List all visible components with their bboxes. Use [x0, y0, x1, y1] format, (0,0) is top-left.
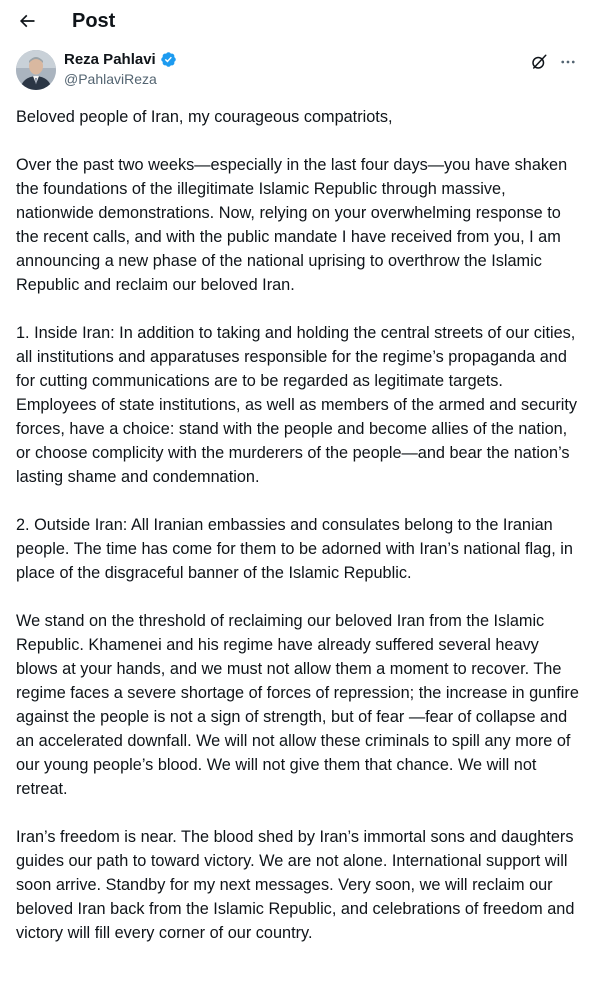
post-paragraph: 2. Outside Iran: All Iranian embassies and consulates belong to the Iranian people. The time has come for them to be adorned with Iran’s national flag, in place of the disgraceful banner of the Islamic Republic. [16, 516, 573, 582]
author-display-name[interactable]: Reza Pahlavi [64, 51, 156, 68]
post-paragraph: Over the past two weeks—especially in the last four days—you have shaken the foundations of the illegitimate Islamic Republic through massive, nationwide demonstrations. Now, relying on your overwhelming response to the recent calls, and with the public mandate I have received from you, I am announcing a new phase of the national uprising to overthrow the Islamic Republic and reclaim our beloved Iran. [16, 156, 568, 294]
arrow-left-icon [17, 11, 37, 31]
grok-icon [530, 53, 548, 71]
avatar[interactable] [16, 50, 56, 90]
verified-badge-icon [160, 51, 177, 68]
post-paragraph: Beloved people of Iran, my courageous compatriots, [16, 108, 393, 126]
post-paragraph: We stand on the threshold of reclaiming our beloved Iran from the Islamic Republic. Khamenei and his regime have already suffered several heavy blows at your hands, and we must not allow them a moment to recover. The regime faces a severe shortage of forces of repression; the increase in gunfire against the people is not a sign of strength, but of fear —fear of collapse and an accelerated downfall. We will not allow these criminals to spill any more of our young people’s blood. We will not give them that chance. We will not retreat. [16, 612, 579, 798]
post-paragraph: 1. Inside Iran: In addition to taking and holding the central streets of our cities, all institutions and apparatuses responsible for the regime’s propaganda and for cutting communications are to be regarded as legitimate targets. Employees of state institutions, as well as members of the armed and security forces, have a choice: stand with the people and become allies of the nation, or choose complicity with the murderers of the people—and bear the nation’s lasting shame and condemnation. [16, 324, 578, 486]
back-button[interactable] [12, 6, 42, 36]
post-author [16, 50, 579, 94]
more-horizontal-icon [559, 53, 577, 71]
more-options-button[interactable] [557, 52, 579, 72]
post-paragraph: Iran’s freedom is near. The blood shed by Iran’s immortal sons and daughters guides our path to toward victory. We are not alone. International support will soon arrive. Standby for my next messages. Very soon, we will reclaim our beloved Iran back from the Islamic Republic, and celebrations of freedom and victory will fill every corner of our country. [16, 828, 575, 942]
page-title: Post [72, 10, 116, 32]
post-text [16, 105, 582, 945]
top-bar [0, 0, 595, 44]
author-handle[interactable]: @PahlaviReza [64, 71, 157, 87]
grok-button[interactable] [529, 52, 549, 72]
